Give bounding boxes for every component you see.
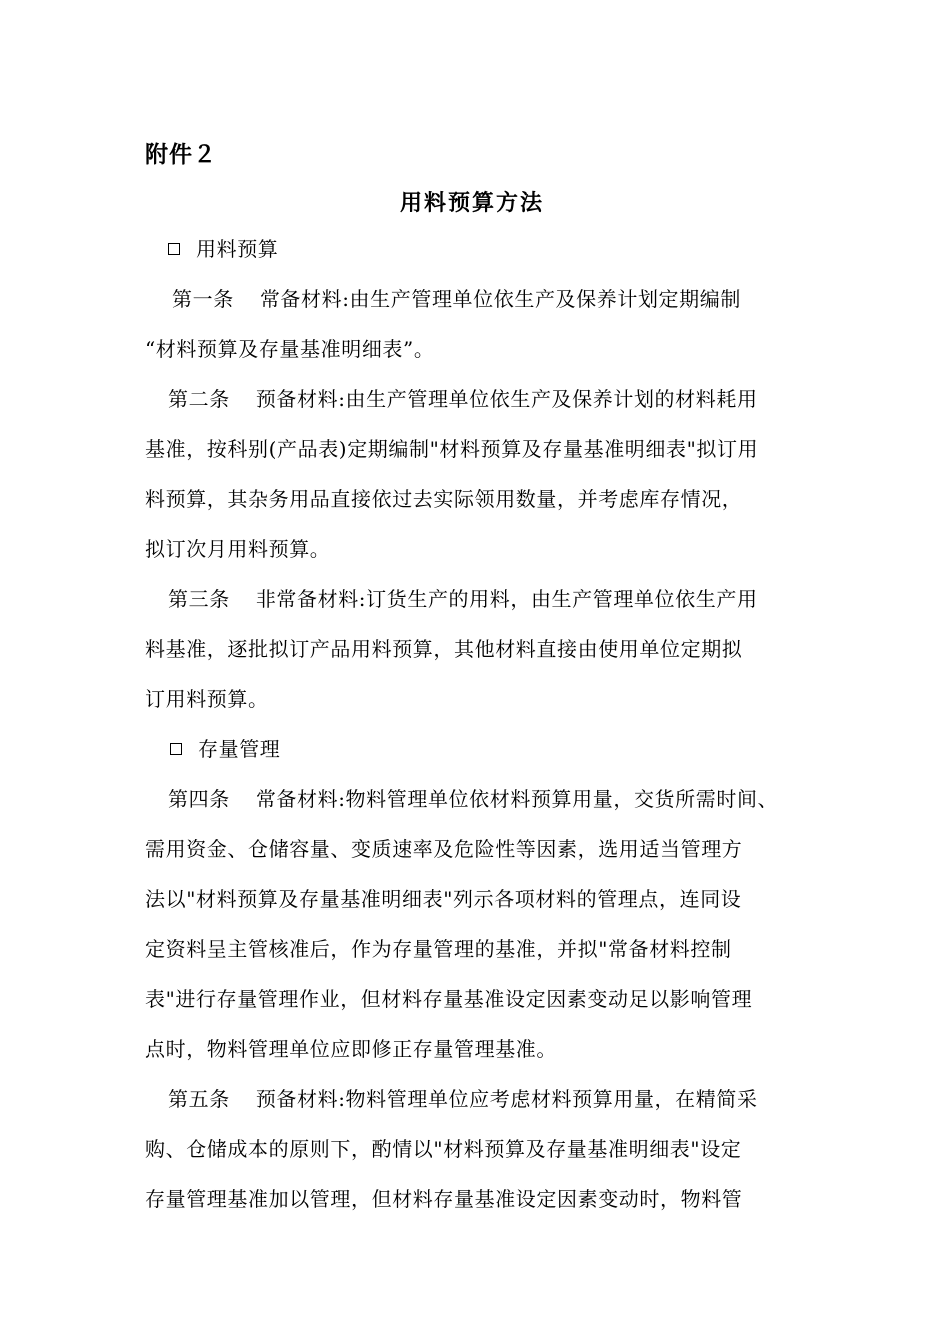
article-3-line-2: 料基准，逐批拟订产品用料预算，其他材料直接由使用单位定期拟 <box>145 637 743 661</box>
article-4-line-5: 表"进行存量管理作业，但材料存量基准设定因素变动足以影响管理 <box>145 987 753 1011</box>
article-4-line-1 <box>168 786 778 812</box>
article-number: 第二条 <box>168 387 230 411</box>
article-1-line-1 <box>172 286 741 312</box>
article-5-line-3: 存量管理基准加以管理，但材料存量基准设定因素变动时，物料管 <box>145 1187 743 1211</box>
article-text: 预备材料:由生产管理单位依生产及保养计划的材料耗用 <box>255 387 758 411</box>
article-2-line-1 <box>168 386 758 412</box>
article-4-line-4: 定资料呈主管核准后，作为存量管理的基准，并拟"常备材料控制 <box>145 937 732 961</box>
article-2-line-3: 料预算，其杂务用品直接依过去实际领用数量，并考虑库存情况， <box>145 487 743 511</box>
article-4-line-2: 需用资金、仓储容量、变质速率及危险性等因素，选用适当管理方 <box>145 837 743 861</box>
article-text: 常备材料:由生产管理单位依生产及保养计划定期编制 <box>259 287 741 311</box>
article-text: 非常备材料:订货生产的用料，由生产管理单位依生产用 <box>255 587 758 611</box>
section-heading-budget <box>168 236 278 262</box>
checkbox-icon <box>170 743 182 755</box>
article-2-line-4: 拟订次月用料预算。 <box>145 537 331 561</box>
article-4-line-3: 法以"材料预算及存量基准明细表"列示各项材料的管理点，连同设 <box>145 887 742 911</box>
section-label: 用料预算 <box>196 237 279 261</box>
article-3-line-3: 订用料预算。 <box>145 687 269 711</box>
article-number: 第四条 <box>168 787 230 811</box>
checkbox-icon <box>168 243 180 255</box>
article-text: 预备材料:物料管理单位应考虑材料预算用量，在精简采 <box>255 1087 758 1111</box>
article-number: 第三条 <box>168 587 230 611</box>
article-number: 第五条 <box>168 1087 230 1111</box>
attachment-label: 附件２ <box>145 142 217 168</box>
article-4-line-6: 点时，物料管理单位应即修正存量管理基准。 <box>145 1037 557 1061</box>
article-number: 第一条 <box>172 287 234 311</box>
document-title: 用料预算方法 <box>400 191 545 216</box>
article-3-line-1 <box>168 586 758 612</box>
article-2-line-2: 基准，按科别(产品表)定期编制"材料预算及存量基准明细表"拟订用 <box>145 437 759 461</box>
article-1-line-2: “材料预算及存量基准明细表”。 <box>145 337 435 361</box>
article-text: 常备材料:物料管理单位依材料预算用量，交货所需时间、 <box>255 787 779 811</box>
section-label: 存量管理 <box>198 737 281 761</box>
article-5-line-2: 购、仓储成本的原则下，酌情以"材料预算及存量基准明细表"设定 <box>145 1137 742 1161</box>
section-heading-stock <box>170 736 280 762</box>
article-5-line-1 <box>168 1086 758 1112</box>
